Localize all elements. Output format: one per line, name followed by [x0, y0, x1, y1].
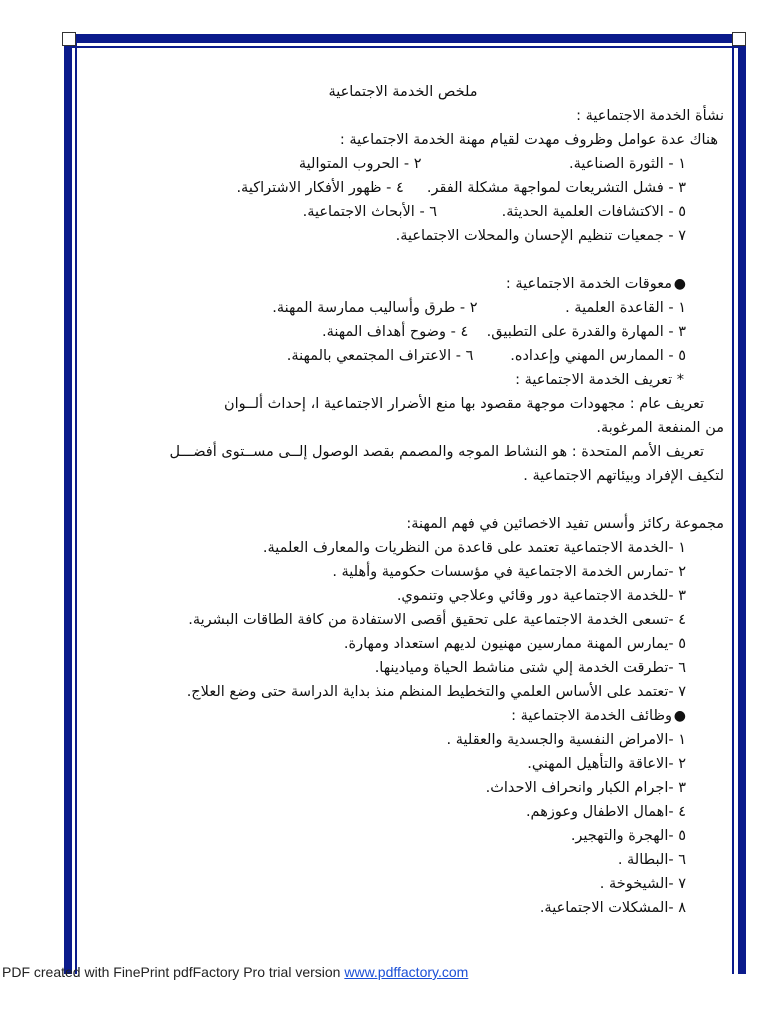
corner-mark-top-left: [62, 32, 76, 46]
function-item: ٤ -اهمال الاطفال وعوزهم.: [525, 804, 686, 820]
obstacles-heading-text: معوقات الخدمة الاجتماعية :: [505, 276, 672, 292]
pillar-item: ٦ -تطرقت الخدمة إلي شتى مناشط الحياة وميادينها.: [374, 660, 686, 676]
obstacles-heading: [82, 272, 724, 296]
spacer: [82, 248, 724, 272]
page-border-right: [738, 34, 746, 974]
definition-un-cont: لتكيف الإفراد وبيئاتهم الاجتماعية .: [523, 468, 724, 484]
function-item: ٧ -الشيخوخة .: [599, 876, 686, 892]
footer-text: PDF created with FinePrint pdfFactory Pro trial version: [2, 964, 345, 980]
pillar-item: ٤ -تسعى الخدمة الاجتماعية على تحقيق أقصى الاستفادة من كافة الطاقات البشرية.: [188, 612, 686, 628]
definition-general: تعريف عام : مجهودات موجهة مقصود بها منع الأضرار الاجتماعية ا، إحداث ألــوان: [223, 396, 704, 412]
document-title: ملخص الخدمة الاجتماعية: [328, 84, 478, 100]
definition-heading: * تعريف الخدمة الاجتماعية :: [515, 372, 684, 388]
function-item: ١ -الامراض النفسية والجسدية والعقلية .: [446, 732, 686, 748]
functions-heading-text: وظائف الخدمة الاجتماعية :: [511, 708, 672, 724]
origin-item-row-2: ٣ - فشل التشريعات لمواجهة مشكلة الفقر. ٤ - ظهور الأفكار الاشتراكية.: [236, 180, 686, 196]
origin-heading: نشأة الخدمة الاجتماعية :: [576, 108, 724, 124]
pdf-footer: [2, 964, 468, 980]
obstacle-row-1: ١ - القاعدة العلمية . ٢ - طرق وأساليب ممارسة المهنة.: [272, 300, 686, 316]
footer-link[interactable]: www.pdffactory.com: [344, 964, 469, 980]
functions-heading: [82, 704, 724, 728]
pillar-item: ٣ -للخدمة الاجتماعية دور وقائي وعلاجي وتنموي.: [396, 588, 686, 604]
page-border-top-inner: [64, 46, 744, 48]
document-body: [82, 80, 724, 920]
bullet-icon: ●: [673, 276, 686, 292]
page-border-top: [64, 34, 744, 43]
origin-item-row-1: ١ - الثورة الصناعية. ٢ - الحروب المتوالية: [298, 156, 686, 172]
bullet-icon: ●: [673, 708, 686, 724]
definition-general-cont: من المنفعة المرغوبة.: [596, 420, 724, 436]
page-border-right-inner: [732, 34, 734, 974]
obstacle-row-3: ٥ - الممارس المهني وإعداده. ٦ - الاعتراف المجتمعي بالمهنة.: [286, 348, 686, 364]
pillar-item: ٥ -يمارس المهنة ممارسين مهنيون لديهم استعداد ومهارة.: [343, 636, 686, 652]
corner-mark-top-right: [732, 32, 746, 46]
page-border-left: [64, 34, 72, 974]
origin-item-row-4: ٧ - جمعيات تنظيم الإحسان والمحلات الاجتماعية.: [395, 228, 686, 244]
function-item: ٣ -اجرام الكبار وانحراف الاحداث.: [485, 780, 686, 796]
function-item: ٥ -الهجرة والتهجير.: [570, 828, 686, 844]
definition-un: تعريف الأمم المتحدة : هو النشاط الموجه والمصمم بقصد الوصول إلــى مســتوى أفضـــل: [169, 444, 704, 460]
pillar-item: ٧ -تعتمد على الأساس العلمي والتخطيط المنظم منذ بداية الدراسة حتى وضع العلاج.: [186, 684, 686, 700]
function-item: ٨ -المشكلات الاجتماعية.: [539, 900, 686, 916]
page-border-left-inner: [75, 34, 77, 974]
pillars-heading: مجموعة ركائز وأسس تفيد الاخصائين في فهم المهنة:: [406, 516, 724, 532]
origin-item-row-3: ٥ - الاكتشافات العلمية الحديثة. ٦ - الأبحاث الاجتماعية.: [302, 204, 686, 220]
obstacle-row-2: ٣ - المهارة والقدرة على التطبيق. ٤ - وضوح أهداف المهنة.: [322, 324, 686, 340]
spacer: [82, 488, 724, 512]
origin-intro: هناك عدة عوامل وظروف مهدت لقيام مهنة الخدمة الاجتماعية :: [339, 132, 718, 148]
function-item: ٦ -البطالة .: [617, 852, 686, 868]
function-item: ٢ -الاعاقة والتأهيل المهني.: [527, 756, 686, 772]
pillar-item: ٢ -تمارس الخدمة الاجتماعية في مؤسسات حكومية وأهلية .: [332, 564, 686, 580]
pillar-item: ١ -الخدمة الاجتماعية تعتمد على قاعدة من النظريات والمعارف العلمية.: [262, 540, 686, 556]
